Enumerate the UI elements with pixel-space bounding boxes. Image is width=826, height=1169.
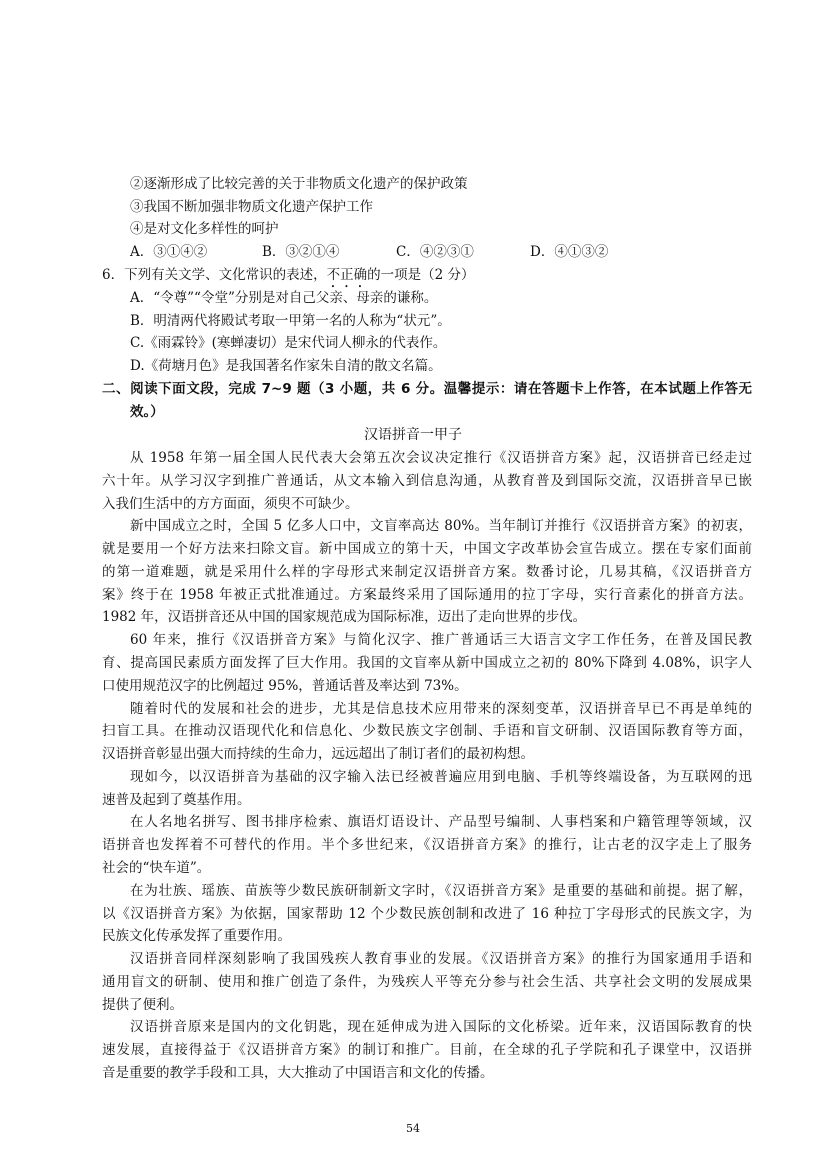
article-line: 案》终于在 1958 年被正式批准通过。方案最终采用了国际通用的拉丁字母，实行音素化的拼音方法。	[102, 587, 752, 603]
section-heading-cont: 效。）	[130, 404, 164, 420]
stem-part: 的一项是（2 分）	[367, 267, 475, 283]
article-line: 1982 年，汉语拼音还从中国的国家规范成为国际标准，迈出了走向世界的步伐。	[102, 609, 587, 625]
article-line: 民族文化传承发挥了重要作用。	[102, 928, 291, 944]
article-line: 速普及起到了奠基作用。	[102, 792, 251, 808]
stem-part: 6．下列有关文学、文化常识的表述，	[102, 267, 327, 283]
article-line: 从 1958 年第一届全国人民代表大会第五次会议决定推行《汉语拼音方案》起，汉语拼音已经走过	[130, 450, 752, 466]
article-line: 现如今，以汉语拼音为基础的汉字输入法已经被普遍应用到电脑、手机等终端设备，为互联网的迅	[130, 769, 752, 785]
article-line: 新中国成立之时，全国 5 亿多人口中，文盲率高达 80%。当年制订并推行《汉语拼音方案》的初衷，	[130, 518, 752, 534]
list-item: ④是对文化多样性的呵护	[130, 221, 279, 237]
article-title: 汉语拼音一甲子	[364, 427, 462, 443]
article-line: 在人名地名拼写、图书排序检索、旗语灯语设计、产品型号编制、人事档案和户籍管理等领域，汉	[130, 814, 752, 830]
article-line: 速发展，直接得益于《汉语拼音方案》的制订和推广。目前，在全球的孔子学院和孔子课堂中，汉语拼	[102, 1042, 752, 1058]
article-line: 通用盲文的研制、使用和推广创造了条件，为残疾人平等充分参与社会生活、共享社会文明的发展成果	[102, 974, 752, 990]
option-a: A．③①④②	[130, 244, 208, 260]
article-line: 育、提高国民素质方面发挥了巨大作用。我国的文盲率从新中国成立之初的 80%下降到 4.08%，识字人	[102, 655, 752, 671]
article-line: 语拼音也发挥着不可替代的作用。半个多世纪来，《汉语拼音方案》的推行，让古老的汉字走上了服务	[102, 837, 752, 853]
page-number: 54	[406, 1122, 420, 1135]
emphasized-text: 不正确	[326, 267, 368, 283]
article-line: 提供了便利。	[102, 997, 183, 1013]
article-line: 音是重要的教学手段和工具，大大推动了中国语言和文化的传播。	[102, 1065, 494, 1081]
option-d: D．④①③②	[530, 244, 609, 260]
option-b: B．明清两代将殿试考取一甲第一名的人称为“状元”。	[130, 313, 451, 329]
section-heading: 二、阅读下面文段，完成 7~9 题（3 小题，共 6 分。温馨提示：请在答题卡上作答，在本试题上作答无	[102, 381, 752, 397]
article-line: 汉语拼音彰显出强大而持续的生命力，远远超出了制订者们的最初构想。	[102, 746, 534, 762]
option-c: C．④②③①	[396, 244, 474, 260]
option-d: D.《荷塘月色》是我国著名作家朱自清的散文名篇。	[130, 358, 442, 374]
article-line: 随着时代的发展和社会的进步，尤其是信息技术应用带来的深刻变革，汉语拼音早已不再是单纯的	[130, 701, 752, 717]
article-line: 的第一道难题，就是采用什么样的字母形式来制定汉语拼音方案。数番讨论，几易其稿，《汉语拼音方	[102, 564, 752, 580]
article-line: 在为壮族、瑶族、苗族等少数民族研制新文字时，《汉语拼音方案》是重要的基础和前提。据了解，	[130, 883, 752, 899]
article-line: 就是要用一个好方法来扫除文盲。新中国成立的第十天，中国文字改革协会宣告成立。摆在专家们面前	[102, 541, 752, 557]
option-b: B．③②①④	[262, 244, 340, 260]
list-item: ②逐渐形成了比较完善的关于非物质文化遗产的保护政策	[130, 176, 468, 192]
article-line: 六十年。从学习汉字到推广普通话，从文本输入到信息沟通，从教育普及到国际交流，汉语拼音早已嵌	[102, 473, 752, 489]
article-line: 60 年来，推行《汉语拼音方案》与简化汉字、推广普通话三大语言文字工作任务，在普及国民教	[130, 632, 752, 648]
article-line: 汉语拼音原来是国内的文化钥匙，现在延伸成为进入国际的文化桥梁。近年来，汉语国际教育的快	[130, 1019, 752, 1035]
article-line: 入我们生活中的方方面面，须臾不可缺少。	[102, 496, 359, 512]
article-line: 扫盲工具。在推动汉语现代化和信息化、少数民族文字创制、手语和盲文研制、汉语国际教育等方面，	[102, 723, 752, 739]
article-line: 口使用规范汉字的比例超过 95%，普通话普及率达到 73%。	[102, 678, 468, 694]
option-c: C.《雨霖铃》(寒蝉凄切）是宋代词人柳永的代表作。	[130, 335, 447, 351]
article-line: 以《汉语拼音方案》为依据，国家帮助 12 个少数民族创制和改进了 16 种拉丁字母形式的民族文字，为	[102, 906, 752, 922]
article-line: 汉语拼音同样深刻影响了我国残疾人教育事业的发展。《汉语拼音方案》的推行为国家通用手语和	[130, 951, 752, 967]
option-a: A．“令尊”“令堂”分别是对自己父亲、母亲的谦称。	[130, 290, 438, 306]
list-item: ③我国不断加强非物质文化遗产保护工作	[130, 199, 373, 215]
article-line: 社会的“快车道”。	[102, 860, 211, 876]
